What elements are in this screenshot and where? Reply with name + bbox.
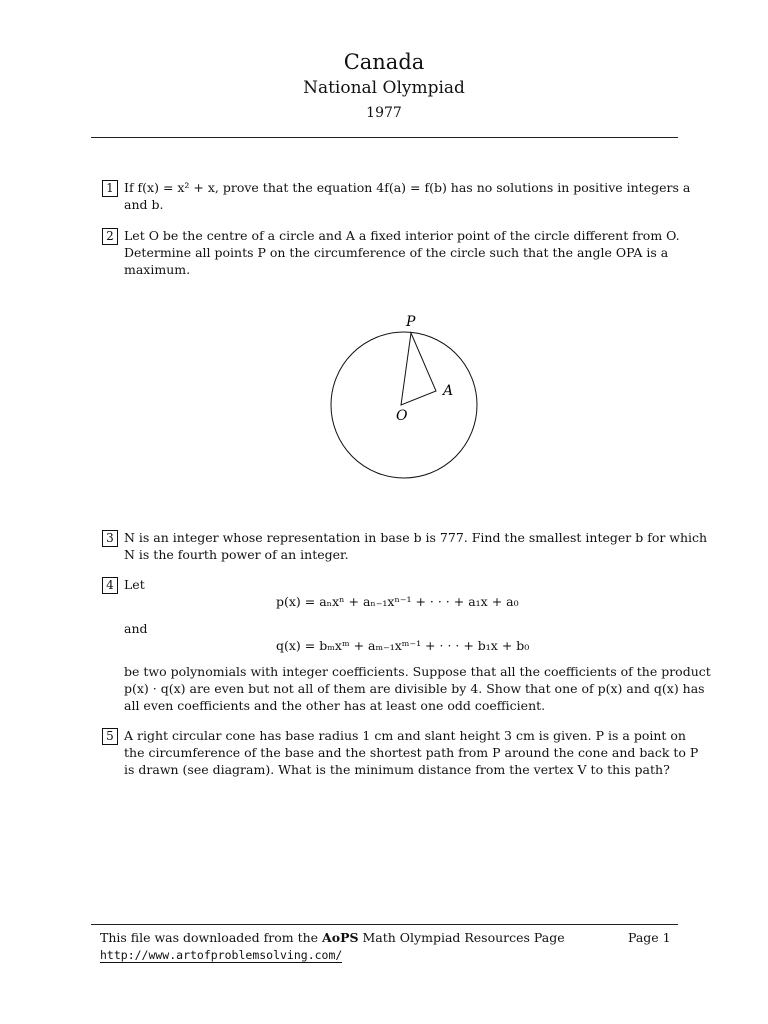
problem-5-number: 5	[102, 728, 118, 745]
label-p: P	[406, 314, 416, 330]
problem-5-line-3: is drawn (see diagram). What is the minimum distance from the vertex V to this path?	[124, 762, 670, 777]
problem-2-line-1: Let O be the centre of a circle and A a fixed interior point of the circle different from O.	[124, 228, 680, 243]
problem-4-equation-q: q(x) = bₘxᵐ + aₘ₋₁xᵐ⁻¹ + · · · + b₁x + b₀	[276, 638, 530, 653]
problem-3-line-1: N is an integer whose representation in base b is 777. Find the smallest integer b for which	[124, 530, 708, 545]
problem-3-line-2: N is the fourth power of an integer.	[124, 547, 349, 562]
header-country: Canada	[343, 50, 425, 74]
triangle-opa	[401, 333, 436, 405]
footer-download-note	[100, 930, 565, 945]
footer-rule	[91, 924, 678, 925]
footer-text-prefix: This file was downloaded from the	[100, 930, 323, 945]
header-year: 1977	[366, 105, 402, 121]
problem-1-line-2: and b.	[124, 197, 164, 212]
problem-1-line-1: If f(x) = x² + x, prove that the equation 4f(a) = f(b) has no solutions in positive integers a	[124, 180, 691, 195]
problem-4-intro: Let	[124, 577, 145, 592]
problem-4-line-1: be two polynomials with integer coefficients. Suppose that all the coefficients of the product	[124, 664, 711, 679]
problem-2-number: 2	[102, 228, 118, 245]
header-competition: National Olympiad	[303, 78, 465, 98]
label-o: O	[396, 408, 408, 424]
problem-4-number: 4	[102, 577, 118, 594]
circle	[331, 332, 477, 478]
problem-4-and: and	[124, 621, 148, 636]
problem-1-number: 1	[102, 180, 118, 197]
problem-4-line-2: p(x) · q(x) are even but not all of them are divisible by 4. Show that one of p(x) and q(x) has	[124, 681, 705, 696]
label-a: A	[443, 383, 454, 399]
header-rule	[91, 137, 678, 138]
problem-3-number: 3	[102, 530, 118, 547]
footer-page-number: Page 1	[628, 930, 671, 945]
footer-aops: AoPS	[322, 930, 359, 945]
circle-diagram	[320, 305, 480, 490]
problem-5-line-1: A right circular cone has base radius 1 cm and slant height 3 cm is given. P is a point on	[124, 728, 686, 743]
footer-text-suffix: Math Olympiad Resources Page	[358, 930, 565, 945]
problem-5-line-2: the circumference of the base and the shortest path from P around the cone and back to P	[124, 745, 699, 760]
footer-url-link[interactable]: http://www.artofproblemsolving.com/	[100, 948, 343, 962]
problem-2-line-2: Determine all points P on the circumference of the circle such that the angle OPA is a	[124, 245, 669, 260]
problem-2-line-3: maximum.	[124, 262, 191, 277]
problem-4-line-3: all even coefficients and the other has at least one odd coefficient.	[124, 698, 546, 713]
problem-4-equation-p: p(x) = aₙxⁿ + aₙ₋₁xⁿ⁻¹ + · · · + a₁x + a₀	[276, 594, 519, 609]
